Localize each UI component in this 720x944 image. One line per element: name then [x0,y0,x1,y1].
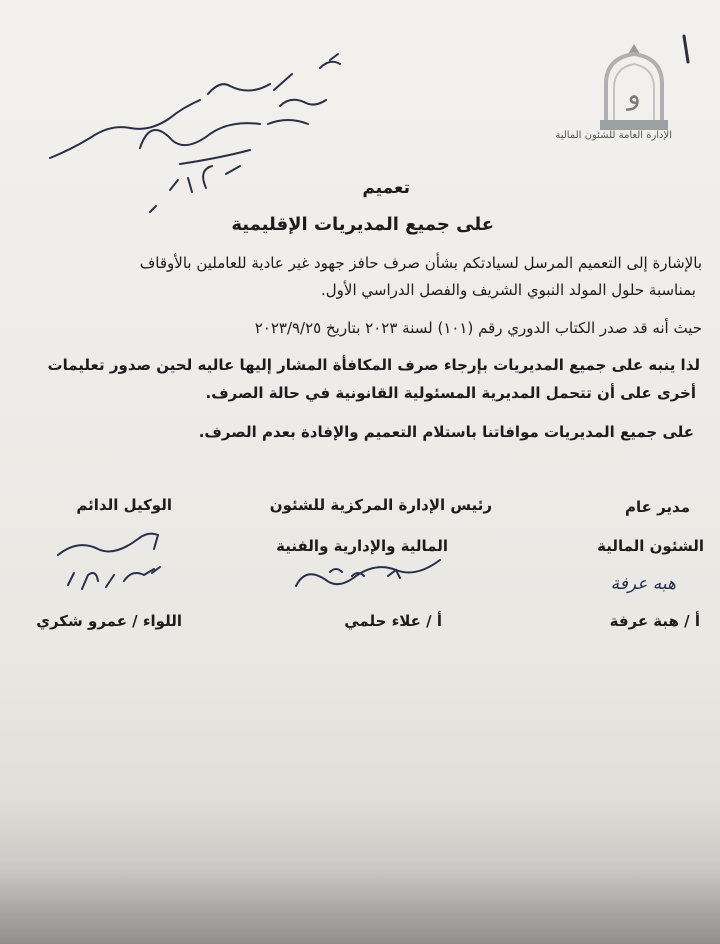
paragraph-4: على جميع المديريات موافاتنا باستلام التعميم والإفادة بعدم الصرف. [198,423,694,441]
sig2-title-line2: المالية والإدارية والفنية [276,537,448,555]
sig1-title-line1: مدير عام [624,498,690,516]
handwritten-note [30,40,360,240]
svg-text:و: و [627,78,641,111]
sig3-title: الوكيل الدائم [76,496,172,514]
paragraph-3-line-1: لذا ينبه على جميع المديريات بإرجاء صرف المكافأة المشار إليها عاليه لحين صدور تعليمات [47,356,700,374]
paragraph-1-line-2: بمناسبة حلول المولد النبوي الشريف والفصل الدراسي الأول. [321,281,696,299]
sig2-title-line1: رئيس الإدارة المركزية للشئون [269,496,492,514]
addressee: على جميع المديريات الإقليمية [231,214,494,235]
paragraph-3-line-2: أخرى على أن تتحمل المديرية المسئولية القانونية في حالة الصرف. [205,384,696,402]
sig3-name: اللواء / عمرو شكري [36,612,182,630]
page-shadow [0,794,720,944]
document-title: تعميم [362,178,410,198]
ministry-emblem-icon [594,40,674,136]
sig2-name: أ / علاء حلمي [344,612,442,630]
sig1-handwritten: هبه عرفة [610,574,676,594]
sig1-name: أ / هبة عرفة [609,612,700,630]
page-mark [672,30,702,70]
paragraph-2: حيث أنه قد صدر الكتاب الدوري رقم (١٠١) لسنة ٢٠٢٣ بتاريخ ٢٠٢٣/٩/٢٥ [254,319,702,337]
paragraph-1-line-1: بالإشارة إلى التعميم المرسل لسيادتكم بشأن صرف حافز جهود غير عادية للعاملين بالأوقاف [139,254,702,272]
sig2-signature [290,556,450,606]
org-line: الإدارة العامة للشئون المالية [555,130,672,141]
sig3-signature [48,515,178,610]
sig1-title-line2: الشئون المالية [597,537,704,555]
